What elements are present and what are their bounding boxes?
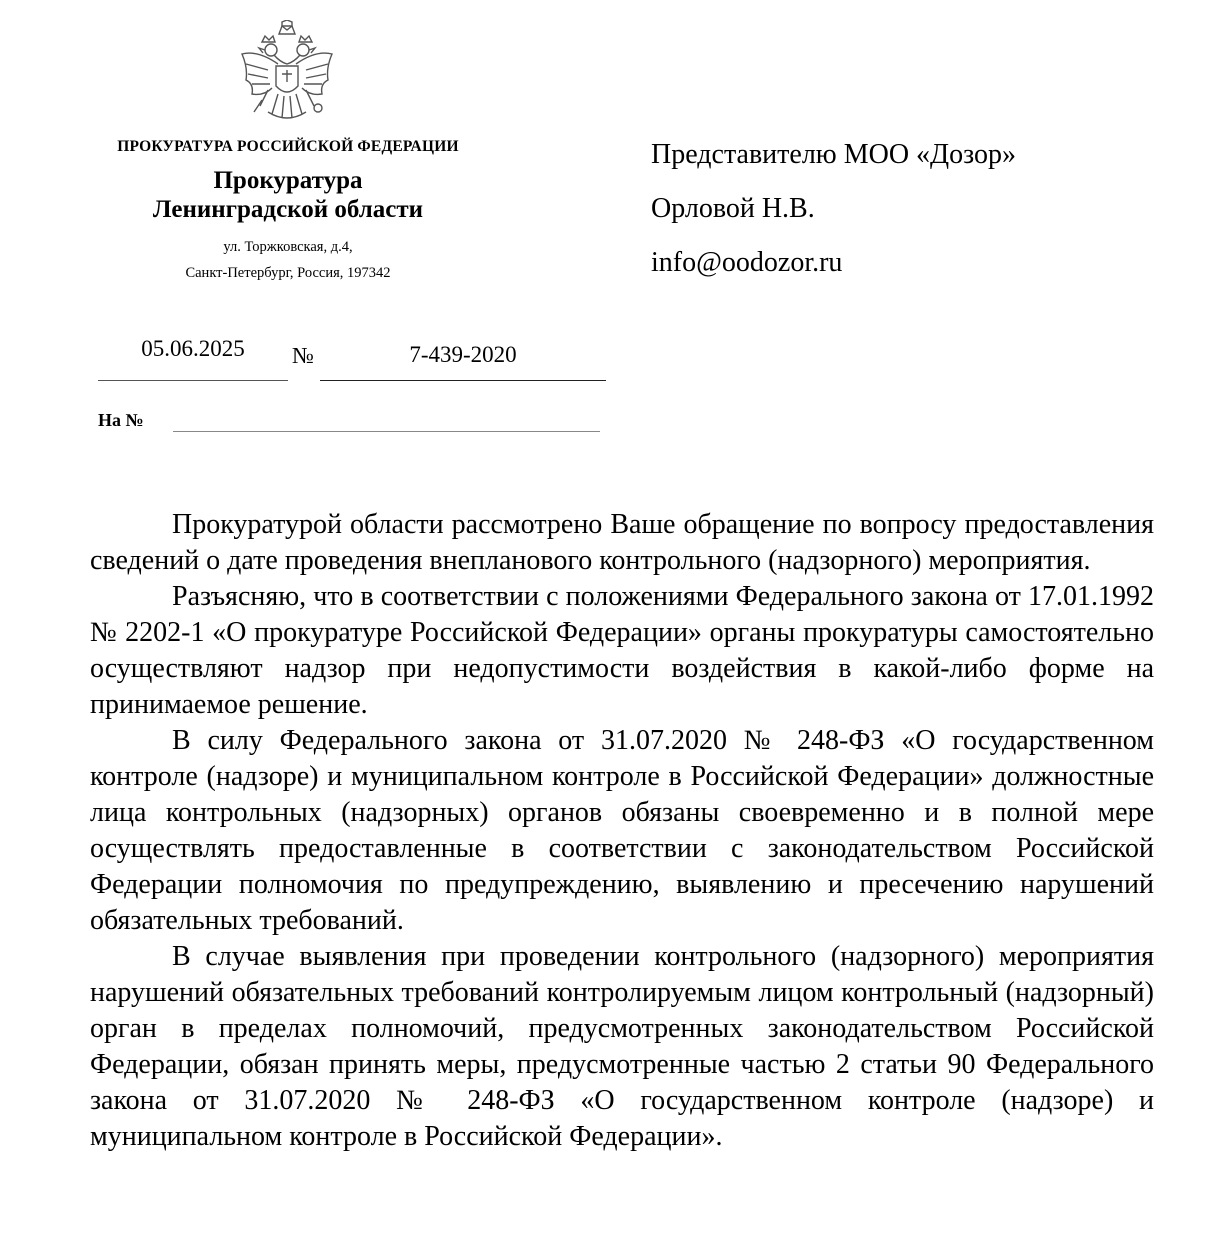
document-number: 7-439-2020 <box>409 342 517 367</box>
address-line-2: Санкт-Петербург, Россия, 197342 <box>185 265 391 281</box>
date-underline <box>98 380 288 381</box>
agency-header <box>90 138 486 286</box>
recipient-line-2: Орловой Н.В. <box>651 193 815 224</box>
recipient-email: info@oodozor.ru <box>651 247 843 278</box>
office-name <box>90 166 486 224</box>
coat-of-arms-icon <box>238 20 336 128</box>
reply-to-label: На № <box>98 410 144 430</box>
paragraph: Разъясняю, что в соответствии с положениями Федерального закона от 17.01.1992 № 2202-1 «О прокуратуре Российской Федерации» органы прокуратуры самостоятельно осуществляют надзор при недопустимости воздействия в какой-либо форме на принимаемое решение. <box>90 581 1154 720</box>
number-sign: № <box>292 343 314 368</box>
paragraph: В случае выявления при проведении контрольного (надзорного) мероприятия нарушений обязательных требований контролируемым лицом контрольный (надзорный) орган в пределах полномочий, предусмотренных законодательством Российской Федерации, обязан принять меры, предусмотренные частью 2 статьи 90 Федерального закона от 31.07.2020 № 248-ФЗ «О государственном контроле (надзоре) и муниципальном контроле в Российской Федерации». <box>90 941 1154 1152</box>
office-name-line-1: Прокуратура <box>213 167 363 194</box>
office-address <box>90 234 486 286</box>
paragraph: Прокуратурой области рассмотрено Ваше обращение по вопросу предоставления сведений о дате проведения внепланового контрольного (надзорного) мероприятия. <box>90 509 1154 576</box>
recipient-block <box>651 128 1016 290</box>
reply-to-underline <box>173 431 600 432</box>
letter-body <box>90 507 1154 1155</box>
number-underline <box>320 380 606 381</box>
address-line-1: ул. Торжковская, д.4, <box>223 239 353 255</box>
office-name-line-2: Ленинградской области <box>152 196 424 223</box>
agency-line: ПРОКУРАТУРА РОССИЙСКОЙ ФЕДЕРАЦИИ <box>117 138 459 155</box>
recipient-line-1: Представителю МОО «Дозор» <box>651 139 1017 170</box>
paragraph: В силу Федерального закона от 31.07.2020 № 248-ФЗ «О государственном контроле (надзоре) и муниципальном контроле в Российской Федерации» должностные лица контрольных (надзорных) органов обязаны своевременно и в полной мере осуществлять предоставленные в соответствии с законодательством Российской Федерации полномочия по предупреждению, выявлению и пресечению нарушений обязательных требований. <box>90 725 1154 936</box>
document-date: 05.06.2025 <box>141 336 245 361</box>
